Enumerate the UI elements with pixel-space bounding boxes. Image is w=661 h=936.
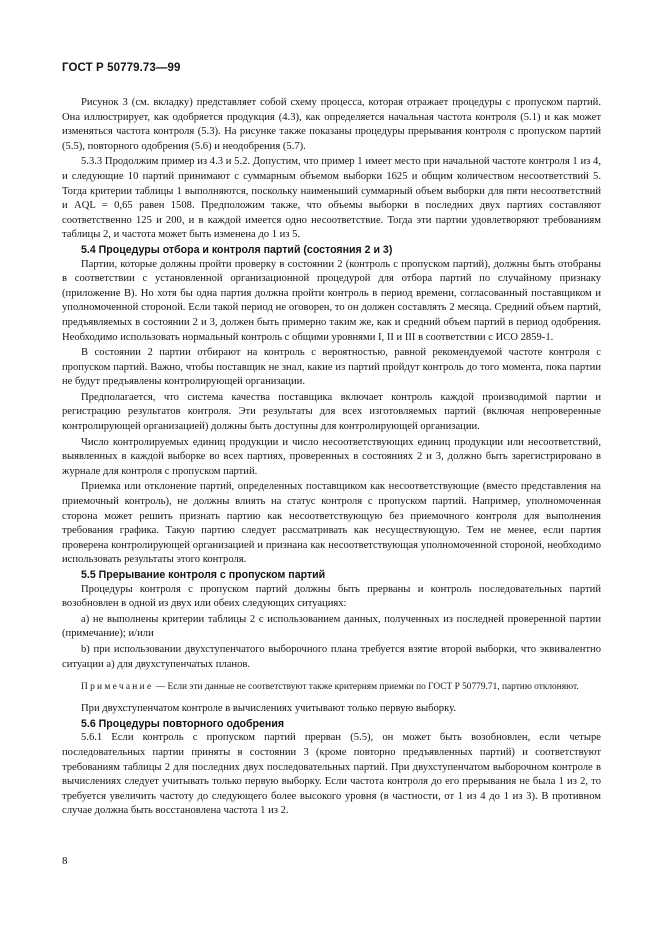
list-item-b: b) при использовании двухступенчатого выборочного плана требуется взятие второй выборки, что эквивалентно ситуации а) для двухступенчатых планов. xyxy=(62,643,601,670)
paragraph-figure-3: Рисунок 3 (см. вкладку) представляет собой схему процесса, которая отражает процедуры с пропуском партий. Она иллюстрирует, как одобряется продукция (4.3), как определяется начальная частота контроля (5.1) и как может изменяться частота контроля (5.3). На рисунке также показаны процедуры прерывания контроля с пропуском партий (5.5), повторного одобрения (5.6) и неодобрения (5.7). xyxy=(62,97,601,152)
section-heading-5-6: 5.6 Процедуры повторного одобрения xyxy=(81,717,285,730)
section-heading-5-4: 5.4 Процедуры отбора и контроля партий (состояния 2 и 3) xyxy=(81,243,393,256)
paragraph-5-3-3: 5.3.3 Продолжим пример из 4.3 и 5.2. Допустим, что пример 1 имеет место при начальной частоте контроля 1 из 4, и следующие 10 партий принимают с суммарным объемом выборки 1625 и общим количеством несоответствий 5. Тогда критерии таблицы 1 выполняются, поскольку наименьший суммарный объем выборки для пяти несоответствий и AQL = 0,65 равен 1508. Предположим также, что объемы выборки в последних двух партиях составляют соответственно 125 и 200, и в каждой имеется одно несоответствие. Тогда эти партии удовлетворяют требованиям таблицы 2, и частота может быть изменена до 1 из 5. xyxy=(62,156,601,241)
paragraph-log: Число контролируемых единиц продукции и число несоответствующих единиц продукции или несоответствий, выявленных в каждой выборке во всех партиях, проверенных в состояниях 2 и 3, должно быть зарегистрировано в журнале для контроля с пропуском партий. xyxy=(62,436,601,477)
document-header: ГОСТ Р 50779.73—99 xyxy=(62,62,181,74)
list-item-a: а) не выполнены критерии таблицы 2 с использованием данных, полученных из последней проверенной партии (примечание); и/или xyxy=(62,613,601,640)
paragraph-5-6-1: 5.6.1 Если контроль с пропуском партий прерван (5.5), он может быть возобновлен, если четыре последовательных партии приняты в состоянии 3 (кроме повторно предъявленных партий) и соответствуют требованиям таблицы 2 для последних двух последовательных партий. При двухступенчатом выборочном контроле в вычислениях следует учитывать только первую выборку. Если частота контроля до его прерывания не была 1 из 2, то требуется увеличить частоту до следующего более высокого уровня (в частности, от 1 из 4 до 1 из 3). В противном случае должна быть восстановлена частота 1 из 2. xyxy=(62,732,601,817)
note-label: Примечание xyxy=(81,682,154,693)
paragraph-interruption: Процедуры контроля с пропуском партий должны быть прерваны и контроль последовательных партий возобновлен в одной из двух или обеих следующих ситуациях: xyxy=(62,583,601,610)
note xyxy=(62,681,601,694)
page-number: 8 xyxy=(62,855,68,867)
paragraph-quality-system: Предполагается, что система качества поставщика включает контроль каждой производимой партии и регистрацию результатов контроля. Эти результаты для всех изготовляемых партий (включая непроверенные контролирующей организацией) должны быть доступны для контролирующей организации. xyxy=(62,391,601,433)
page-body xyxy=(62,96,601,819)
paragraph-two-stage: При двухступенчатом контроле в вычислениях учитывают только первую выборку. xyxy=(81,703,456,715)
paragraph-selection: Партии, которые должны пройти проверку в состоянии 2 (контроль с пропуском партий), должны быть отобраны в соответствии с установленной организационной процедурой для отбора партий по случайному признаку (приложение В). Но хотя бы одна партия должна пройти контроль в период времени, согласованный поставщиком и уполномоченной стороной. Если такой период не оговорен, то он должен составлять 2 месяца. Средний объем партий, предъявляемых в состоянии 2 и 3, должен быть примерно таким же, как и средний объем партий в период одобрения. Необходимо использовать нормальный контроль с общими уровнями I, II и III в соответствии с ИСО 2859-1. xyxy=(62,258,601,343)
paragraph-acceptance: Приемка или отклонение партий, определенных поставщиком как несоответствующие (вместо представления на приемочный контроль), не должны влиять на статус контроля с пропуском партий. Например, уполномоченная сторона может решить признать партию как несоответствующую без приемочного контроля для выполнения требования графика. Такую партию следует рассматривать как несуществующую. Тем не менее, если партия проверена контролирующей организацией и признана как несоответствующая уполномоченной стороной, необходимо использовать результаты этого контроля. xyxy=(62,481,601,566)
section-heading-5-5: 5.5 Прерывание контроля с пропуском партий xyxy=(81,569,326,581)
note-text: — Если эти данные не соответствуют также критериям приемки по ГОСТ Р 50779.71, партию отклоняют. xyxy=(153,682,579,693)
paragraph-state-2: В состоянии 2 партии отбирают на контроль с вероятностью, равной рекомендуемой частоте контроля с пропуском партий. Важно, чтобы поставщик не знал, какие из партий пройдут контроль до того момента, пока партии не будут предъявлены контролирующей организации. xyxy=(62,347,601,388)
